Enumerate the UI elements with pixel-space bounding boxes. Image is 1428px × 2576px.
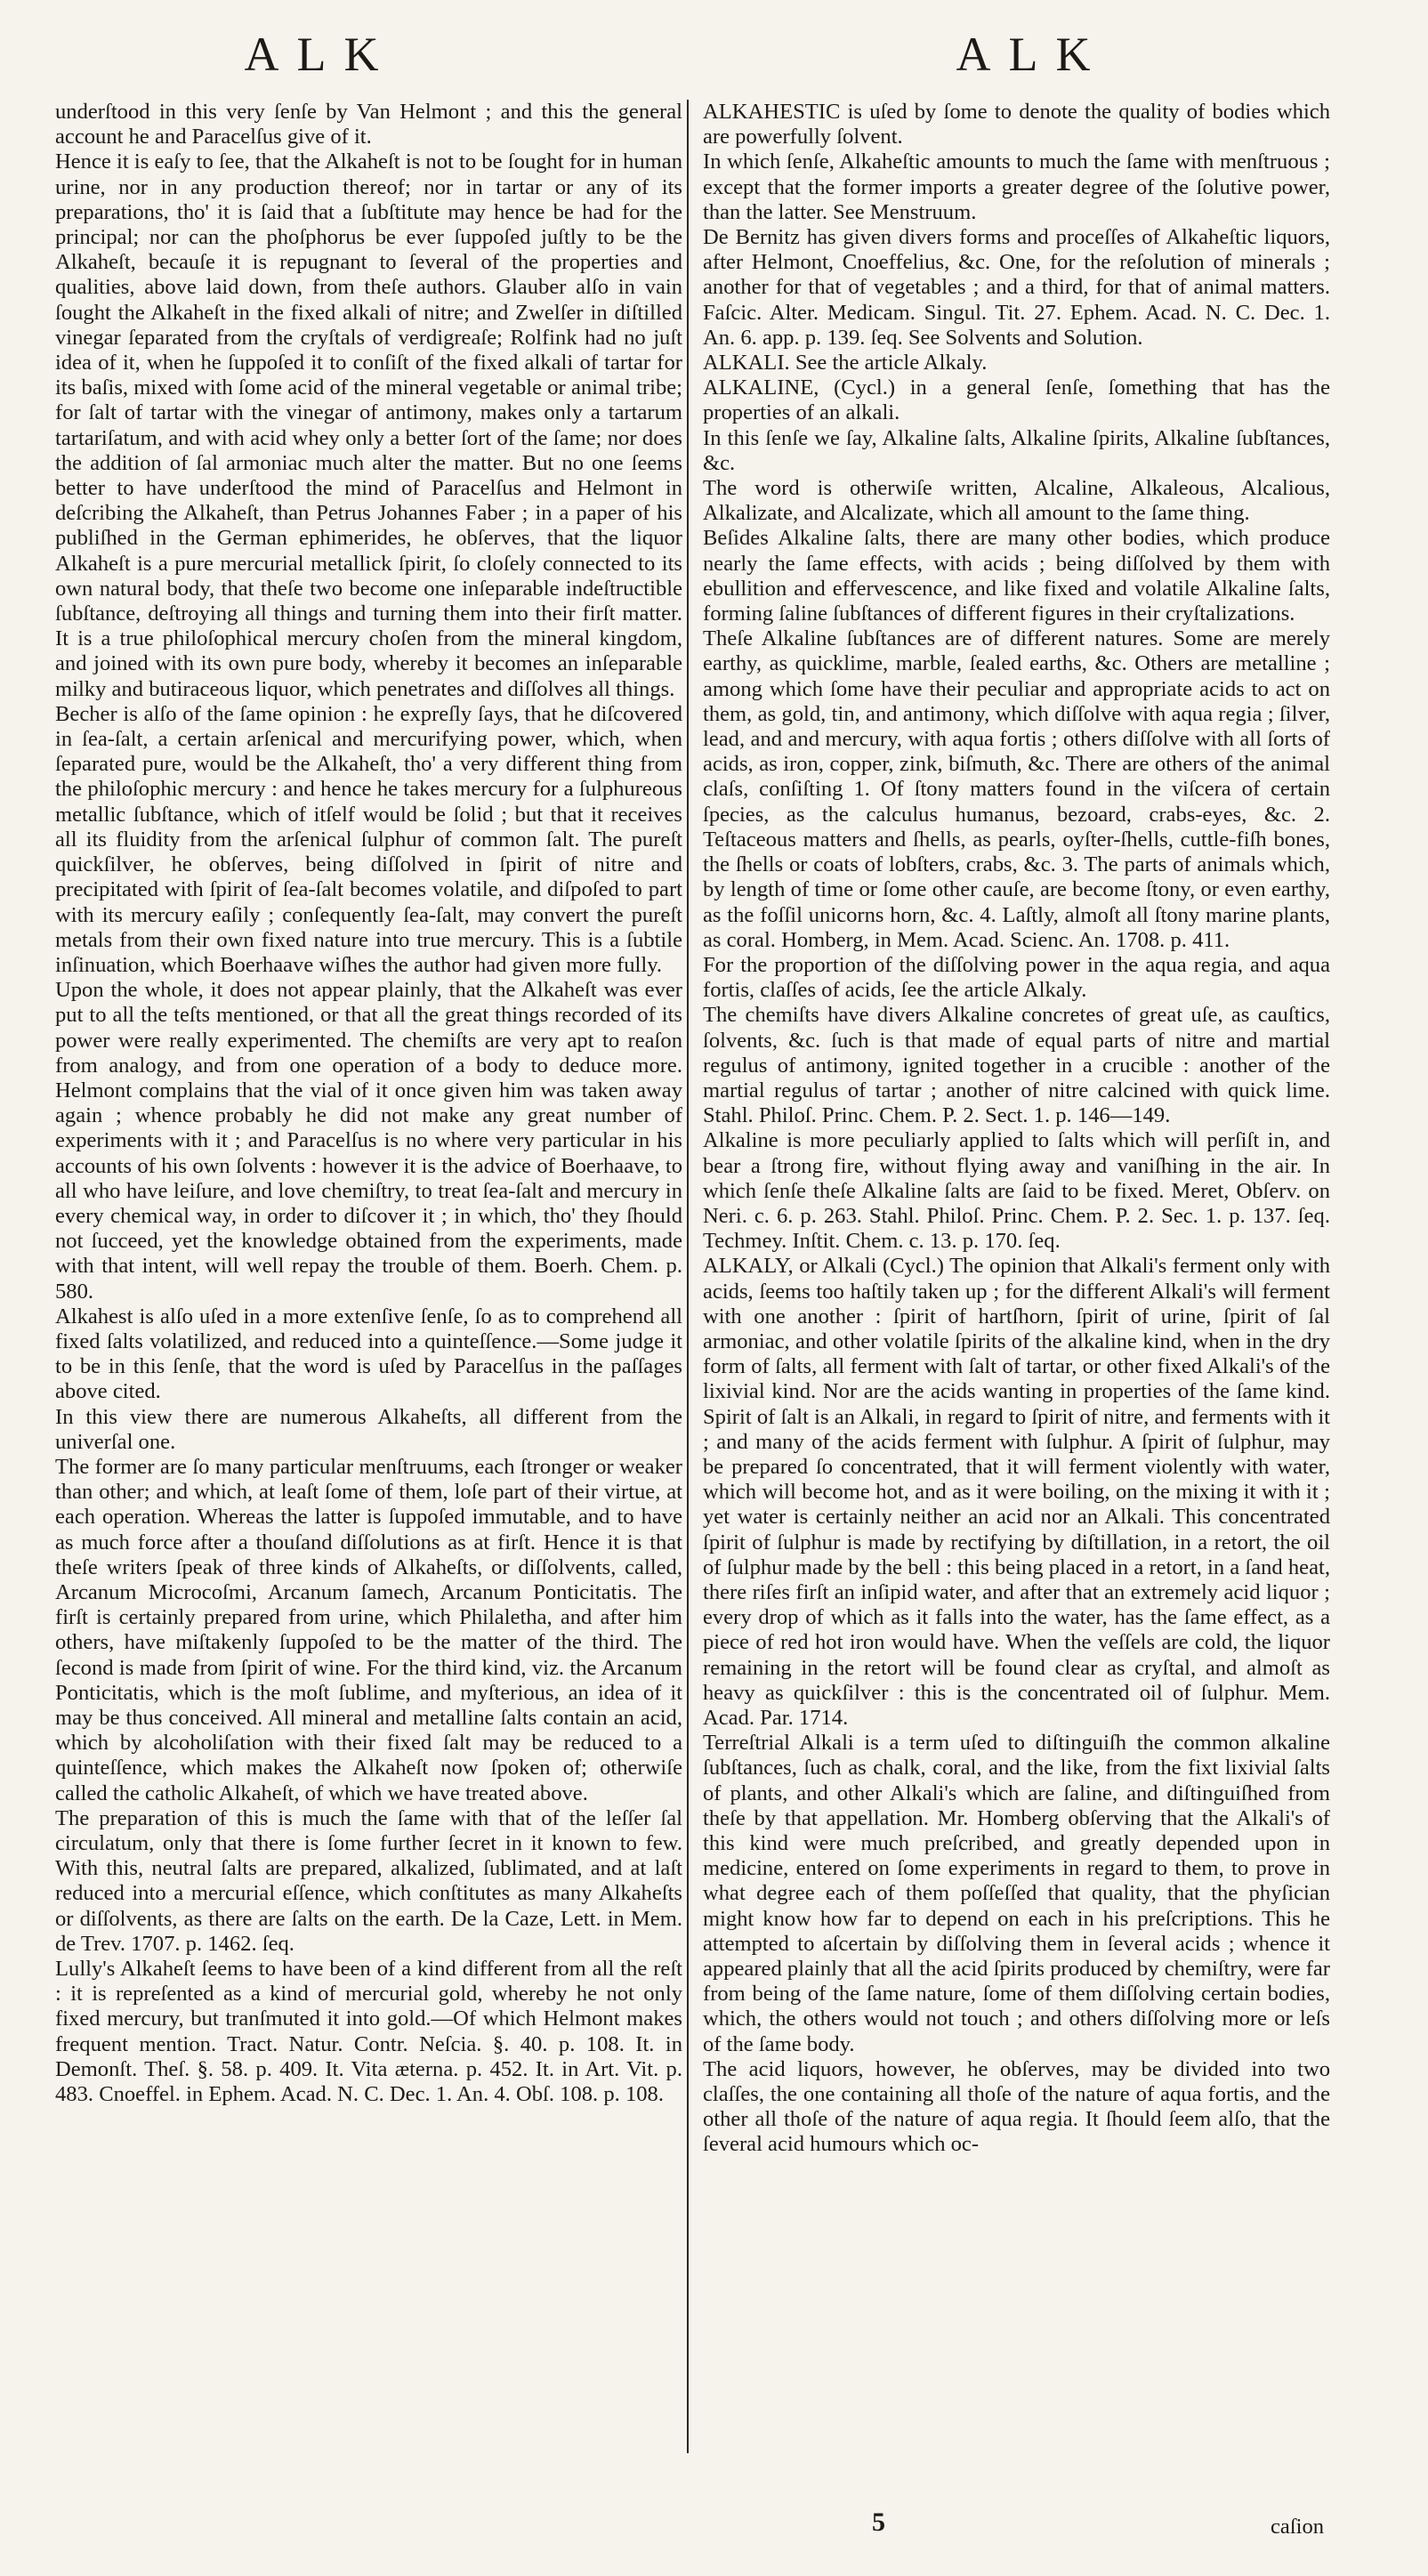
running-head-left: ALK	[244, 28, 397, 81]
catchword: caſion	[1271, 2515, 1325, 2539]
paragraph: ALKALINE, (Cycl.) in a general ſenſe, ſomething that has the properties of an alkali.	[703, 375, 1330, 425]
paragraph: In which ſenſe, Alkaheſtic amounts to much the ſame with menſtruous ; except that the former imports a greater degree of the ſolutive power, than the latter. See Menstruum.	[703, 149, 1330, 224]
paragraph: The preparation of this is much the ſame with that of the leſſer ſal circulatum, only that there is ſome further ſecret in it known to few. With this, neutral ſalts are prepared, alkalized, ſublimated, and at laſt reduced into a mercurial eſſence, which conſtitutes as many Alkaheſts or diſſolvents, as there are ſalts on the earth. De la Caze, Lett. in Mem. de Trev. 1707. p. 1462. ſeq.	[55, 1805, 682, 1956]
paragraph: Beſides Alkaline ſalts, there are many other bodies, which produce nearly the ſame effects, with acids ; being diſſolved by them with ebullition and effervescence, and like fixed and volatile Alkaline ſalts, forming ſaline ſubſtances of different figures in their cryſtalizations.	[703, 526, 1330, 626]
paragraph: ALKAHESTIC is uſed by ſome to denote the quality of bodies which are powerfully ſolvent.	[703, 100, 1330, 149]
paragraph: Theſe Alkaline ſubſtances are of different natures. Some are merely earthy, as quicklime, marble, ſealed earths, &c. Others are metalline ; among which ſome have their peculiar and appropriate acids to act on them, as gold, tin, and antimony, which diſſolve with aqua regia ; ſilver, lead, and and mercury, with aqua fortis ; others diſſolve with all ſorts of acids, as iron, copper, zink, biſmuth, &c. There are others of the animal claſs, conſiſting 1. Of ſtony matters found in the viſcera of certain ſpecies, as the calculus humanus, bezoard, crabs-eyes, &c. 2. Teſtaceous matters and ſhells, as pearls, oyſter-ſhells, cuttle-fiſh bones, the ſhells or coats of lobſters, crabs, &c. 3. The parts of animals which, by length of time or ſome other cauſe, are become ſtony, or even earthy, as the foſſil unicorns horn, &c. 4. Laſtly, almoſt all ſtony marine plants, as coral. Homberg, in Mem. Acad. Scienc. An. 1708. p. 411.	[703, 626, 1330, 952]
paragraph: Lully's Alkaheſt ſeems to have been of a kind different from all the reſt : it is repreſented as a kind of mercurial gold, whereby he not only fixed mercury, but tranſmuted it into gold.—Of which Helmont makes frequent mention. Tract. Natur. Contr. Neſcia. §. 40. p. 108. It. in Demonſt. Theſ. §. 58. p. 409. It. Vita æterna. p. 452. It. in Art. Vit. p. 483. Cnoeffel. in Ephem. Acad. N. C. Dec. 1. An. 4. Obſ. 108. p. 108.	[55, 1957, 682, 2107]
paragraph: Terreſtrial Alkali is a term uſed to diſtinguiſh the common alkaline ſubſtances, ſuch as chalk, coral, and the like, from the fixt lixivial ſalts of plants, and other Alkali's which are ſaline, and diſtinguiſhed from theſe by that appellation. Mr. Homberg obſerving that the Alkali's of this kind were much preſcribed, and greatly depended upon in medicine, entered on ſome experiments in regard to them, to prove in what degree each of them poſſeſſed that quality, that the phyſician might know how far to depend on each in his preſcriptions. This he attempted to aſcertain by diſſolving them in ſeveral acids ; whence it appeared plainly that all the acid ſpirits produced by chemiſtry, were far from being of the ſame nature, ſome of them diſſolving certain bodies, which, the others would not touch ; and others diſſolving more or leſs of the ſame body.	[703, 1731, 1330, 2056]
running-head-right: ALK	[956, 28, 1109, 81]
paragraph: Hence it is eaſy to ſee, that the Alkaheſt is not to be ſought for in human urine, nor in any production thereof; nor in tartar or any of its preparations, tho' it is ſaid that a ſubſtitute may hence be had for the principal; nor can the phoſphorus be ever ſuppoſed juſtly to be the Alkaheſt, becauſe it is repugnant to ſeveral of the properties and qualities, above laid down, from theſe authors. Glauber alſo in vain ſought the Alkaheſt in the fixed alkali of nitre; and Zwelſer in diſtilled vinegar ſeparated from the cryſtals of verdigreaſe; Rolfink had no juſt idea of it, when he ſuppoſed it to conſiſt of the fixed alkali of tartar for its baſis, mixed with ſome acid of the mineral vegetable or animal tribe; for ſalt of tartar with the vinegar of antimony, makes only a tartarum tartariſatum, and with acid whey only a better ſort of the ſame; nor does the addition of ſal armoniac much alter the matter. But no one ſeems better to have underſtood the mind of Paracelſus and Helmont in deſcribing the Alkaheſt, than Petrus Johannes Faber ; in a paper of his publiſhed in the German ephimerides, he obſerves, that the liquor Alkaheſt is a pure mercurial metallick ſpirit, ſo cloſely connected to its own natural body, that theſe two become one inſeparable indeſtructible ſubſtance, deſtroying all things and turning them into their firſt matter. It is a true philoſophical mercury choſen from the mineral kingdom, and joined with its own pure body, whereby it becomes an inſeparable milky and butiraceous liquor, which penetrates and diſſolves all things.	[55, 149, 682, 701]
paragraph: In this view there are numerous Alkaheſts, all different from the univerſal one.	[55, 1404, 682, 1454]
paragraph: ALKALY, or Alkali (Cycl.) The opinion that Alkali's ferment only with acids, ſeems too haſtily taken up ; for the different Alkali's will ferment with one another : ſpirit of hartſhorn, ſpirit of urine, ſpirit of ſal armoniac, and other volatile ſpirits of the alkaline kind, when in the dry form of ſalts, all ferment with ſalt of tartar, or other fixed Alkali's of the lixivial kind. Nor are the acids wanting in properties of the ſame kind. Spirit of ſalt is an Alkali, in regard to ſpirit of nitre, and ferments with it ; and many of the acids ferment with ſulphur. A ſpirit of ſulphur, may be prepared ſo concentrated, that it will ferment violently with water, which will become hot, and as it were boiling, on the mixing it with it ; yet water is certainly neither an acid nor an Alkali. This concentrated ſpirit of ſulphur is made by rectifying by diſtillation, in a retort, the oil of ſulphur made by the bell : this being placed in a retort, in a ſand heat, there riſes firſt an inſipid water, and after that an extremely acid liquor ; every drop of which as it falls into the water, has the ſame effect, as a piece of red hot iron would have. When the veſſels are cold, the liquor remaining in the retort will be found clear as cryſtal, and almoſt as heavy as quickſilver : this is the concentrated oil of ſulphur. Mem. Acad. Par. 1714.	[703, 1254, 1330, 1730]
paragraph: In this ſenſe we ſay, Alkaline ſalts, Alkaline ſpirits, Alkaline ſubſtances, &c.	[703, 425, 1330, 475]
paragraph: The word is otherwiſe written, Alcaline, Alkaleous, Alcalious, Alkalizate, and Alcalizate, which all amount to the ſame thing.	[703, 476, 1330, 526]
paragraph: De Bernitz has given divers forms and proceſſes of Alkaheſtic liquors, after Helmont, Cnoeffelius, &c. One, for the reſolution of minerals ; another for that of vegetables ; and a third, for that of animal matters. Faſcic. Alter. Medicam. Singul. Tit. 27. Ephem. Acad. N. C. Dec. 1. An. 6. app. p. 139. ſeq. See Solvents and Solution.	[703, 225, 1330, 350]
signature-mark: 5	[872, 2507, 885, 2537]
column-divider	[687, 100, 689, 2453]
paragraph: underſtood in this very ſenſe by Van Helmont ; and this the general account he and Paracelſus give of it.	[55, 100, 682, 149]
right-column	[703, 100, 1330, 2158]
paragraph: Becher is alſo of the ſame opinion : he expreſly ſays, that he diſcovered in ſea-ſalt, a certain arſenical and mercurifying power, which, when ſeparated pure, would be the Alkaheſt, tho' a very different thing from the philoſophic mercury : and hence he takes mercury for a ſulphureous metallic ſubſtance, which of itſelf would be ſolid ; but that it receives all its fluidity from the arſenical ſulphur of common ſalt. The pureſt quickſilver, he obſerves, being diſſolved in ſpirit of nitre and precipitated with ſpirit of ſea-ſalt becomes volatile, and diſpoſed to part with its mercury eaſily ; conſequently ſea-ſalt, may convert the pureſt metals from their own fixed nature into true mercury. This is a ſubtile inſinuation, which Boerhaave wiſhes the author had given more fully.	[55, 701, 682, 977]
paragraph: The chemiſts have divers Alkaline concretes of great uſe, as cauſtics, ſolvents, &c. ſuch is that made of equal parts of nitre and martial regulus of antimony, ignited together in a crucible : another of the martial regulus of tartar ; another of nitre calcined with quick lime. Stahl. Philoſ. Princ. Chem. P. 2. Sect. 1. p. 146—149.	[703, 1003, 1330, 1128]
paragraph: ALKALI. See the article Alkaly.	[703, 351, 988, 375]
paragraph: Upon the whole, it does not appear plainly, that the Alkaheſt was ever put to all the teſts mentioned, or that all the great things recorded of its power were really experimented. The chemiſts are very apt to reaſon from analogy, and from one operation of a body to deduce more. Helmont complains that the vial of it once given him was taken away again ; whence probably he did not make any great number of experiments with it ; and Paracelſus is no where very particular in his accounts of his own ſolvents : however it is the advice of Boerhaave, to all who have leiſure, and love chemiſtry, to treat ſea-ſalt and mercury in every chemical way, in order to diſcover it ; in which, tho' they ſhould not ſucceed, yet the knowledge obtained from the experiments, made with that intent, will well repay the trouble of them. Boerh. Chem. p. 580.	[55, 978, 682, 1304]
left-column	[55, 100, 682, 2107]
paragraph: The acid liquors, however, he obſerves, may be divided into two claſſes, the one containing all thoſe of the nature of aqua fortis, and the other all thoſe of the nature of aqua regia. It ſhould ſeem alſo, that the ſeveral acid humours which oc-	[703, 2056, 1330, 2157]
paragraph: The former are ſo many particular menſtruums, each ſtronger or weaker than other; and which, at leaſt ſome of them, loſe part of their virtue, at each operation. Whereas the latter is ſuppoſed immutable, and to have as much force after a thouſand diſſolutions as at firſt. Hence it is that theſe writers ſpeak of three kinds of Alkaheſts, or diſſolvents, called, Arcanum Microcoſmi, Arcanum ſamech, Arcanum Ponticitatis. The firſt is certainly prepared from urine, which Philaletha, and after him others, have miſtakenly ſuppoſed to be the matter of the third. The ſecond is made from ſpirit of wine. For the third kind, viz. the Arcanum Ponticitatis, which is the moſt ſublime, and myſterious, an idea of it may be thus conceived. All mineral and metalline ſalts contain an acid, which by alcoholiſation with their fixed ſalt may be reduced to a quinteſſence, which makes the Alkaheſt now ſpoken of; otherwiſe called the catholic Alkaheſt, of which we have treated above.	[55, 1454, 682, 1805]
paragraph: Alkaline is more peculiarly applied to ſalts which will perſiſt in, and bear a ſtrong fire, without flying away and vaniſhing in the air. In which ſenſe theſe Alkaline ſalts are ſaid to be fixed. Meret, Obſerv. on Neri. c. 6. p. 263. Stahl. Philoſ. Princ. Chem. P. 2. Sec. 1. p. 137. ſeq. Techmey. Inſtit. Chem. c. 13. p. 170. ſeq.	[703, 1128, 1330, 1254]
paragraph: Alkahest is alſo uſed in a more extenſive ſenſe, ſo as to comprehend all fixed ſalts volatilized, and reduced into a quinteſſence.—Some judge it to be in this ſenſe, that the word is uſed by Paracelſus in the paſſages above cited.	[55, 1304, 682, 1404]
paragraph: For the proportion of the diſſolving power in the aqua regia, and aqua fortis, claſſes of acids, ſee the article Alkaly.	[703, 952, 1330, 1003]
